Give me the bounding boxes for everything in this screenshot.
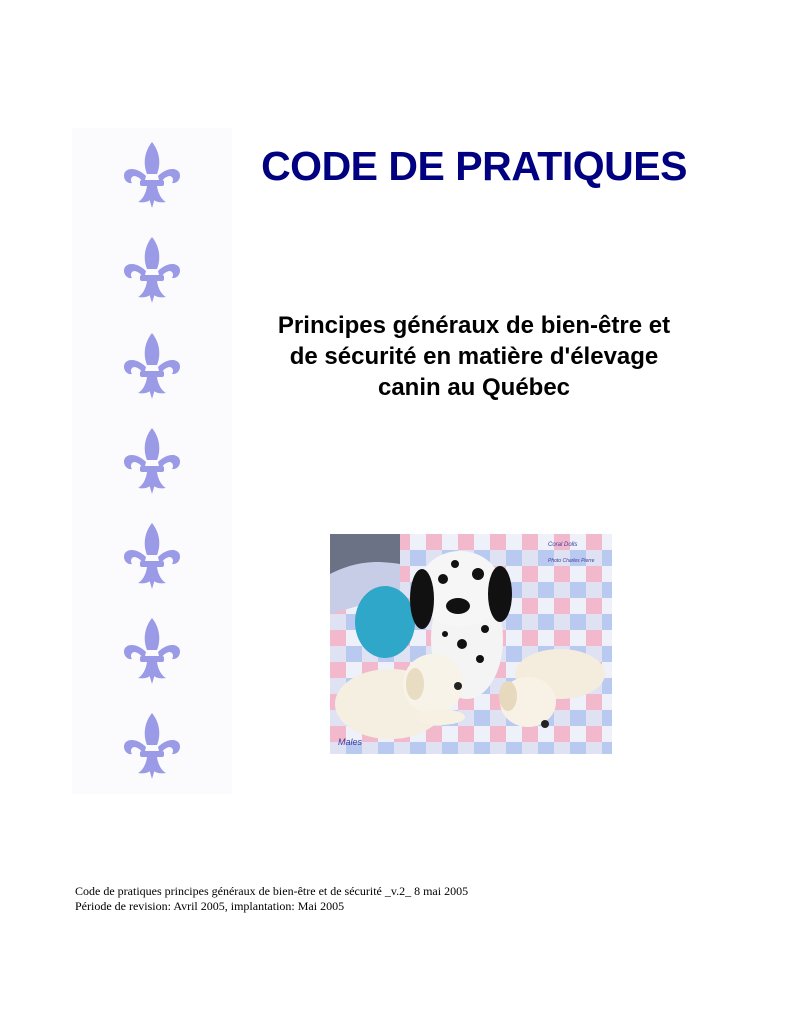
photo-caption-bottom: Males: [338, 737, 363, 747]
fleur-de-lis-icon: [122, 426, 182, 496]
fleur-de-lis-icon: [122, 331, 182, 401]
footer-line: Code de pratiques principes généraux de bien-être et de sécurité _v.2_ 8 mai 2005: [75, 884, 469, 898]
document-subtitle: [230, 310, 718, 403]
puppies-photo: [330, 534, 612, 754]
document-title: CODE DE PRATIQUES: [261, 143, 687, 189]
fleur-de-lis-icon: [122, 711, 182, 781]
fleur-de-lis-icon: [122, 140, 182, 210]
subtitle-line: de sécurité en matière d'élevage: [289, 343, 659, 370]
photo-caption-top: Coral Dolls: [548, 542, 578, 548]
fleur-de-lis-icon: [122, 616, 182, 686]
fleur-de-lis-column: [72, 128, 232, 794]
photo-caption-credit: Photo Charles Pierre: [548, 558, 595, 564]
footer-line: Période de revision: Avril 2005, implantation: Mai 2005: [75, 899, 345, 913]
document-footer: [75, 884, 468, 914]
fleur-de-lis-icon: [122, 235, 182, 305]
subtitle-line: Principes généraux de bien-être et: [277, 312, 671, 339]
subtitle-line: canin au Québec: [377, 374, 571, 401]
fleur-de-lis-icon: [122, 521, 182, 591]
